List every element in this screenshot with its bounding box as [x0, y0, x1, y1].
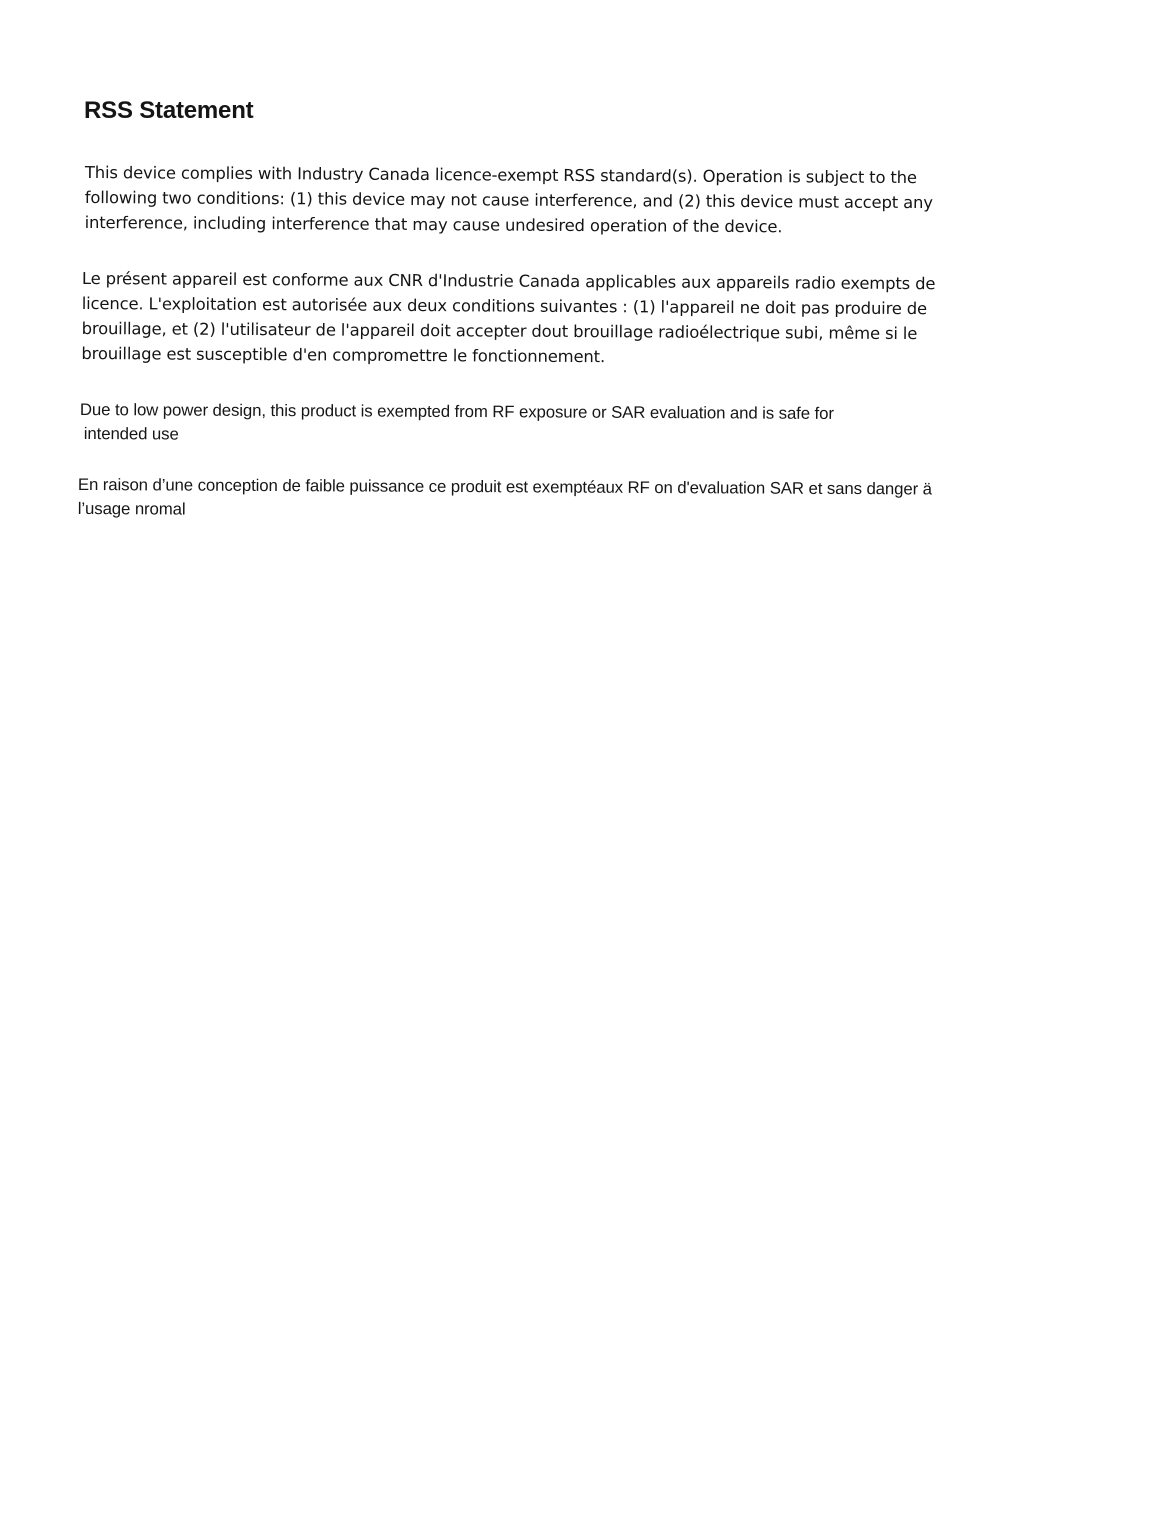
- paragraph-line: following two conditions: (1) this device may not cause interference, and (2) this device must accept any: [84, 187, 933, 213]
- paragraph-line: brouillage est susceptible d'en compromettre le fonctionnement.: [81, 343, 606, 367]
- rf-exposure-french-paragraph: [78, 473, 932, 525]
- paragraph-line: This device complies with Industry Canada licence-exempt RSS standard(s). Operation is subject to the: [84, 162, 917, 188]
- paragraph-line: Due to low power design, this product is exempted from RF exposure or SAR evaluation and is safe for: [79, 399, 834, 423]
- paragraph-line: l’usage nromal: [77, 498, 186, 519]
- page-title: RSS Statement: [84, 97, 254, 124]
- paragraph-line: Le présent appareil est conforme aux CNR d'Industrie Canada applicables aux appareils radio exempts de: [81, 268, 936, 294]
- paragraph-line: brouillage, et (2) l'utilisateur de l'appareil doit accepter dout brouillage radioélectrique subi, même si le: [81, 318, 918, 344]
- paragraph-line: intended use: [83, 424, 179, 444]
- paragraph-line: interference, including interference that may cause undesired operation of the device.: [84, 212, 783, 237]
- paragraph-line: En raison d’une conception de faible puissance ce produit est exemptéaux RF on d'evaluation SAR et sans danger ä: [77, 474, 932, 499]
- rss-statement-french-paragraph: [81, 266, 935, 371]
- paragraph-line: licence. L'exploitation est autorisée aux deux conditions suivantes : (1) l'appareil ne doit pas produire de: [81, 293, 928, 319]
- rss-statement-english-paragraph: [85, 160, 933, 240]
- rf-exposure-english-paragraph: [80, 398, 834, 450]
